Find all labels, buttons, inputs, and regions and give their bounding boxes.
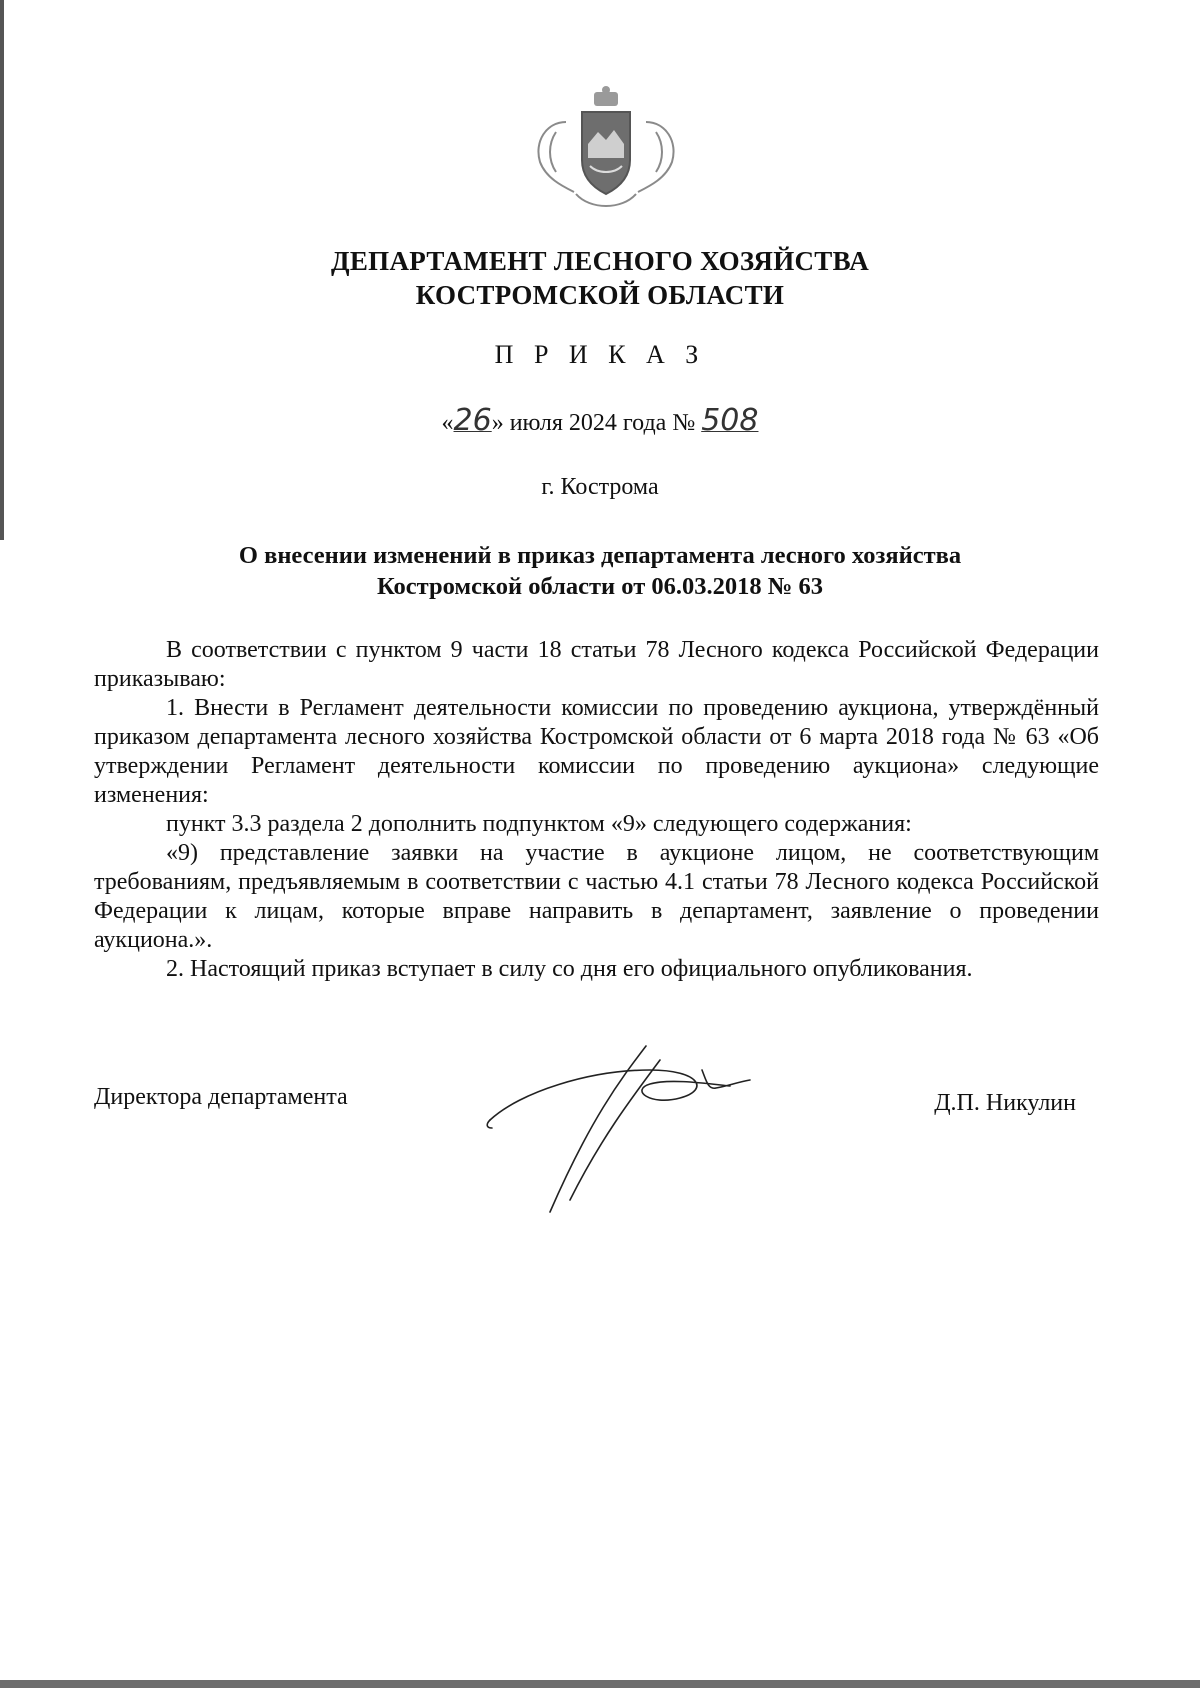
- paragraph-item-2: 2. Настоящий приказ вступает в силу со дня его официального опубликования.: [166, 956, 973, 982]
- department-line-2: КОСТРОМСКОЙ ОБЛАСТИ: [415, 280, 785, 310]
- scan-bottom-edge: [0, 1680, 1200, 1688]
- signatory-name: Д.П. Никулин: [934, 1090, 1076, 1116]
- handwritten-signature: [480, 1040, 800, 1220]
- order-subject: [0, 540, 1200, 602]
- handwritten-day: 26: [453, 403, 492, 438]
- date-open-quote: «: [441, 410, 454, 436]
- paragraph-amendment: пункт 3.3 раздела 2 дополнить подпунктом «9» следующего содержания:: [166, 811, 912, 837]
- department-line-1: ДЕПАРТАМЕНТ ЛЕСНОГО ХОЗЯЙСТВА: [330, 246, 870, 276]
- signatory-title: Директора департамента: [94, 1084, 348, 1110]
- paragraph-subitem-9: «9) представление заявки на участие в аукционе лицом, не соответствующим требованиям, предъявляемым в соответствии с частью 4.1 статьи 78 Лесного кодекса Российской Федерации к лицам, которые вправе направить в департамент, заявление о проведении аукциона.».: [94, 840, 1099, 953]
- date-text: » июля 2024 года №: [491, 410, 696, 436]
- subject-line-2: Костромской области от 06.03.2018 № 63: [376, 573, 823, 600]
- subject-line-1: О внесении изменений в приказ департамента лесного хозяйства: [238, 542, 962, 569]
- handwritten-order-number: 508: [701, 403, 759, 438]
- coat-of-arms-emblem: [526, 82, 686, 214]
- department-name: [0, 244, 1200, 312]
- city: г. Кострома: [541, 474, 659, 500]
- order-body: [94, 636, 1099, 984]
- paragraph-basis: В соответствии с пунктом 9 части 18 статьи 78 Лесного кодекса Российской Федерации приказываю:: [94, 637, 1099, 692]
- paragraph-item-1: 1. Внести в Регламент деятельности комиссии по проведению аукциона, утверждённый приказом департамента лесного хозяйства Костромской области от 6 марта 2018 года № 63 «Об утверждении Регламент деятельности комиссии по проведению аукциона» следующие изменения:: [94, 695, 1099, 808]
- order-date-line: [0, 403, 1200, 438]
- order-title: П Р И К А З: [494, 340, 706, 369]
